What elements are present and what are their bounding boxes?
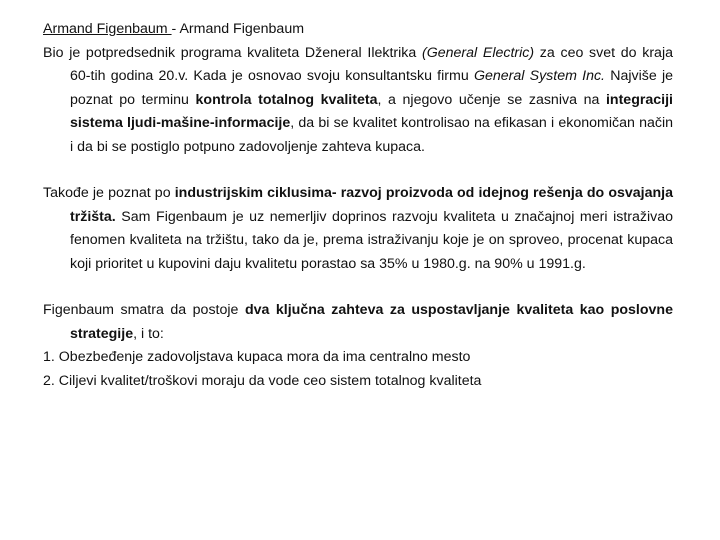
p1-text-5: Najviše je poznat po terminu <box>70 68 674 108</box>
paragraph-biography <box>43 42 673 160</box>
p1-bold-tqc: kontrola totalnog kvaliteta <box>195 91 378 108</box>
paragraph-requirements <box>43 299 673 346</box>
title-separator: - <box>171 21 180 37</box>
title-link[interactable]: Armand Figenbaum <box>43 21 172 37</box>
spacer <box>43 159 673 182</box>
p3-text-3: , i to: <box>133 325 164 342</box>
title-name: Armand Figenbaum <box>179 21 305 37</box>
p3-text-1: Figenbaum smatra da postoje <box>43 302 245 318</box>
p1-text-7: , a njegovo učenje se zasniva na <box>377 91 606 108</box>
p2-text-3: Sam Figenbaum je uz nemerljiv doprinos razvoju kvaliteta u značajnoj meri istraživao fenomen kvaliteta na tržištu, tako da je, prema istraživanju koje je on sproveo, procenat kupaca koji prioritet u kupovini daju kvalitetu porastao sa 35% u 1980.g. na 90% u 1991.g. <box>70 208 673 272</box>
list-item: 1. Obezbeđenje zadovoljstava kupaca mora da ima centralno mesto <box>43 349 471 365</box>
slide-content <box>43 18 673 393</box>
heading <box>43 18 673 42</box>
list-item: 2. Ciljevi kvalitet/troškovi moraju da vode ceo sistem totalnog kvaliteta <box>43 372 482 389</box>
spacer <box>43 276 673 299</box>
p1-italic-general-electric: (General Electric) <box>421 44 535 61</box>
p1-italic-company: General System Inc. <box>473 68 606 84</box>
p2-text-1: Takođe je poznat po <box>43 185 175 201</box>
p1-text-9: , da bi se kvalitet kontrolisao na efikasan i ekonomičan način i da bi se postiglo potpuno zadovoljenje zahteva kupaca. <box>70 115 673 155</box>
paragraph-industrial-cycles <box>43 182 673 276</box>
p1-text-3: za ceo svet do kraja 60-tih godina 20.v. Kada je osnovao svoju konsultantsku firmu <box>70 44 673 84</box>
p1-text-1: Bio je potpredsednik programa kvaliteta Dženeral Ilektrika <box>43 44 422 61</box>
p3-bold-requirements: dva ključna zahteva za uspostavljanje kvaliteta kao poslovne strategije <box>70 302 673 342</box>
p2-bold-cycles: industrijskim ciklusima- razvoj proizvoda od idejnog rešenja do osvajanja tržišta. <box>70 185 674 225</box>
p1-bold-integration: integraciji sistema ljudi-mašine-informacije <box>70 91 673 131</box>
